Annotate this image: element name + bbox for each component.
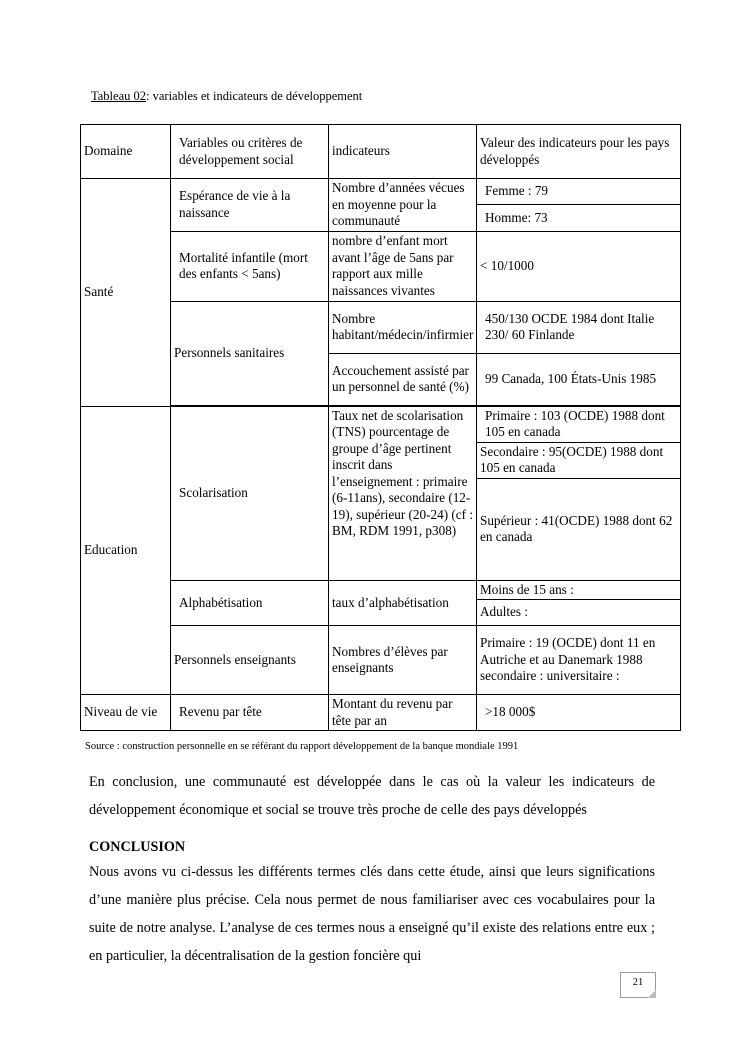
- development-indicators-table: [80, 124, 681, 731]
- value-secondaire: Secondaire : 95(OCDE) 1988 dont 105 en canada: [477, 442, 681, 478]
- conclusion-paragraph: [89, 768, 655, 824]
- value-adultes: Adultes :: [477, 600, 681, 626]
- value-moins-15: Moins de 15 ans :: [477, 580, 681, 600]
- table-source: Source : construction personnelle en se référant du rapport développement de la banque mondiale 1991: [85, 741, 519, 752]
- table-row: [81, 626, 681, 695]
- value-primaire: Primaire : 103 (OCDE) 1988 dont 105 en canada: [477, 406, 681, 442]
- header-domaine: Domaine: [81, 125, 171, 179]
- value-enseignants: Primaire : 19 (OCDE) dont 11 en Autriche et au Danemark 1988 secondaire : universitaire :: [477, 626, 681, 695]
- domain-niveau-de-vie: Niveau de vie: [81, 695, 171, 731]
- variable-mortalite: Mortalité infantile (mort des enfants < 5ans): [171, 231, 329, 301]
- header-valeur: Valeur des indicateurs pour les pays développés: [477, 125, 681, 179]
- table-caption-label: Tableau 02: [91, 89, 147, 103]
- paragraph-text: En conclusion, une communauté est développée dans le cas où la valeur les indicateurs de développement économique et social se trouve très proche de celle des pays développés: [89, 774, 655, 818]
- domain-sante: Santé: [81, 179, 171, 407]
- value-habitant-medecin: 450/130 OCDE 1984 dont Italie 230/ 60 Finlande: [477, 301, 681, 353]
- table-caption: [91, 89, 362, 104]
- value-superieur: Supérieur : 41(OCDE) 1988 dont 62 en canada: [477, 478, 681, 580]
- table-row: [81, 179, 681, 205]
- variable-alphabetisation: Alphabétisation: [171, 580, 329, 626]
- table-header-row: [81, 125, 681, 179]
- header-variables: Variables ou critères de développement social: [171, 125, 329, 179]
- table-caption-text: : variables et indicateurs de développement: [146, 89, 363, 103]
- indicator-scolarisation: Taux net de scolarisation (TNS) pourcentage de groupe d’âge pertinent inscrit dans l’enseignement : primaire (6-11ans), secondaire (12-19), supérieur (20-24) (cf : BM, RDM 1991, p308): [329, 406, 477, 580]
- table-row: [81, 580, 681, 600]
- domain-education: Education: [81, 406, 171, 695]
- variable-revenu: Revenu par tête: [171, 695, 329, 731]
- indicator-habitant-medecin: Nombre habitant/médecin/infirmier: [329, 301, 477, 353]
- variable-personnels-sanitaires: Personnels sanitaires: [171, 301, 329, 405]
- paragraph-text: Nous avons vu ci-dessus les différents termes clés dans cette étude, ainsi que leurs significations d’une manière plus précise. Cela nous permet de nous familiariser avec ces vocabulaires pour la suite de notre analyse. L’analyse de ces termes nous a enseigné qu’il existe des relations entre eux ; en particulier, la décentralisation de la gestion foncière qui: [89, 864, 655, 964]
- page-number: 21: [632, 977, 644, 988]
- indicator-esperance: Nombre d’années vécues en moyenne pour la communauté: [329, 179, 477, 232]
- value-revenu: >18 000$: [477, 695, 681, 731]
- table-row: [81, 301, 681, 353]
- page-curl-icon: [648, 990, 656, 998]
- variable-scolarisation: Scolarisation: [171, 406, 329, 580]
- value-accouchement: 99 Canada, 100 États-Unis 1985: [477, 353, 681, 405]
- indicator-mortalite: nombre d’enfant mort avant l’âge de 5ans par rapport aux mille naissances vivantes: [329, 231, 477, 301]
- conclusion-body: [89, 858, 655, 970]
- variable-esperance: Espérance de vie à la naissance: [171, 179, 329, 232]
- conclusion-heading: CONCLUSION: [89, 839, 186, 855]
- value-mortalite: < 10/1000: [477, 231, 681, 301]
- table-row: [81, 231, 681, 301]
- value-homme: Homme: 73: [477, 205, 681, 231]
- table-row: [81, 695, 681, 731]
- indicator-accouchement: Accouchement assisté par un personnel de santé (%): [329, 353, 477, 405]
- indicator-revenu: Montant du revenu par tête par an: [329, 695, 477, 731]
- indicator-alphabetisation: taux d’alphabétisation: [329, 580, 477, 626]
- value-femme: Femme : 79: [477, 179, 681, 205]
- page-number-box: [620, 972, 656, 998]
- indicator-enseignants: Nombres d’élèves par enseignants: [329, 626, 477, 695]
- table-row: [81, 406, 681, 442]
- header-indicateurs: indicateurs: [329, 125, 477, 179]
- variable-personnels-enseignants: Personnels enseignants: [171, 626, 329, 695]
